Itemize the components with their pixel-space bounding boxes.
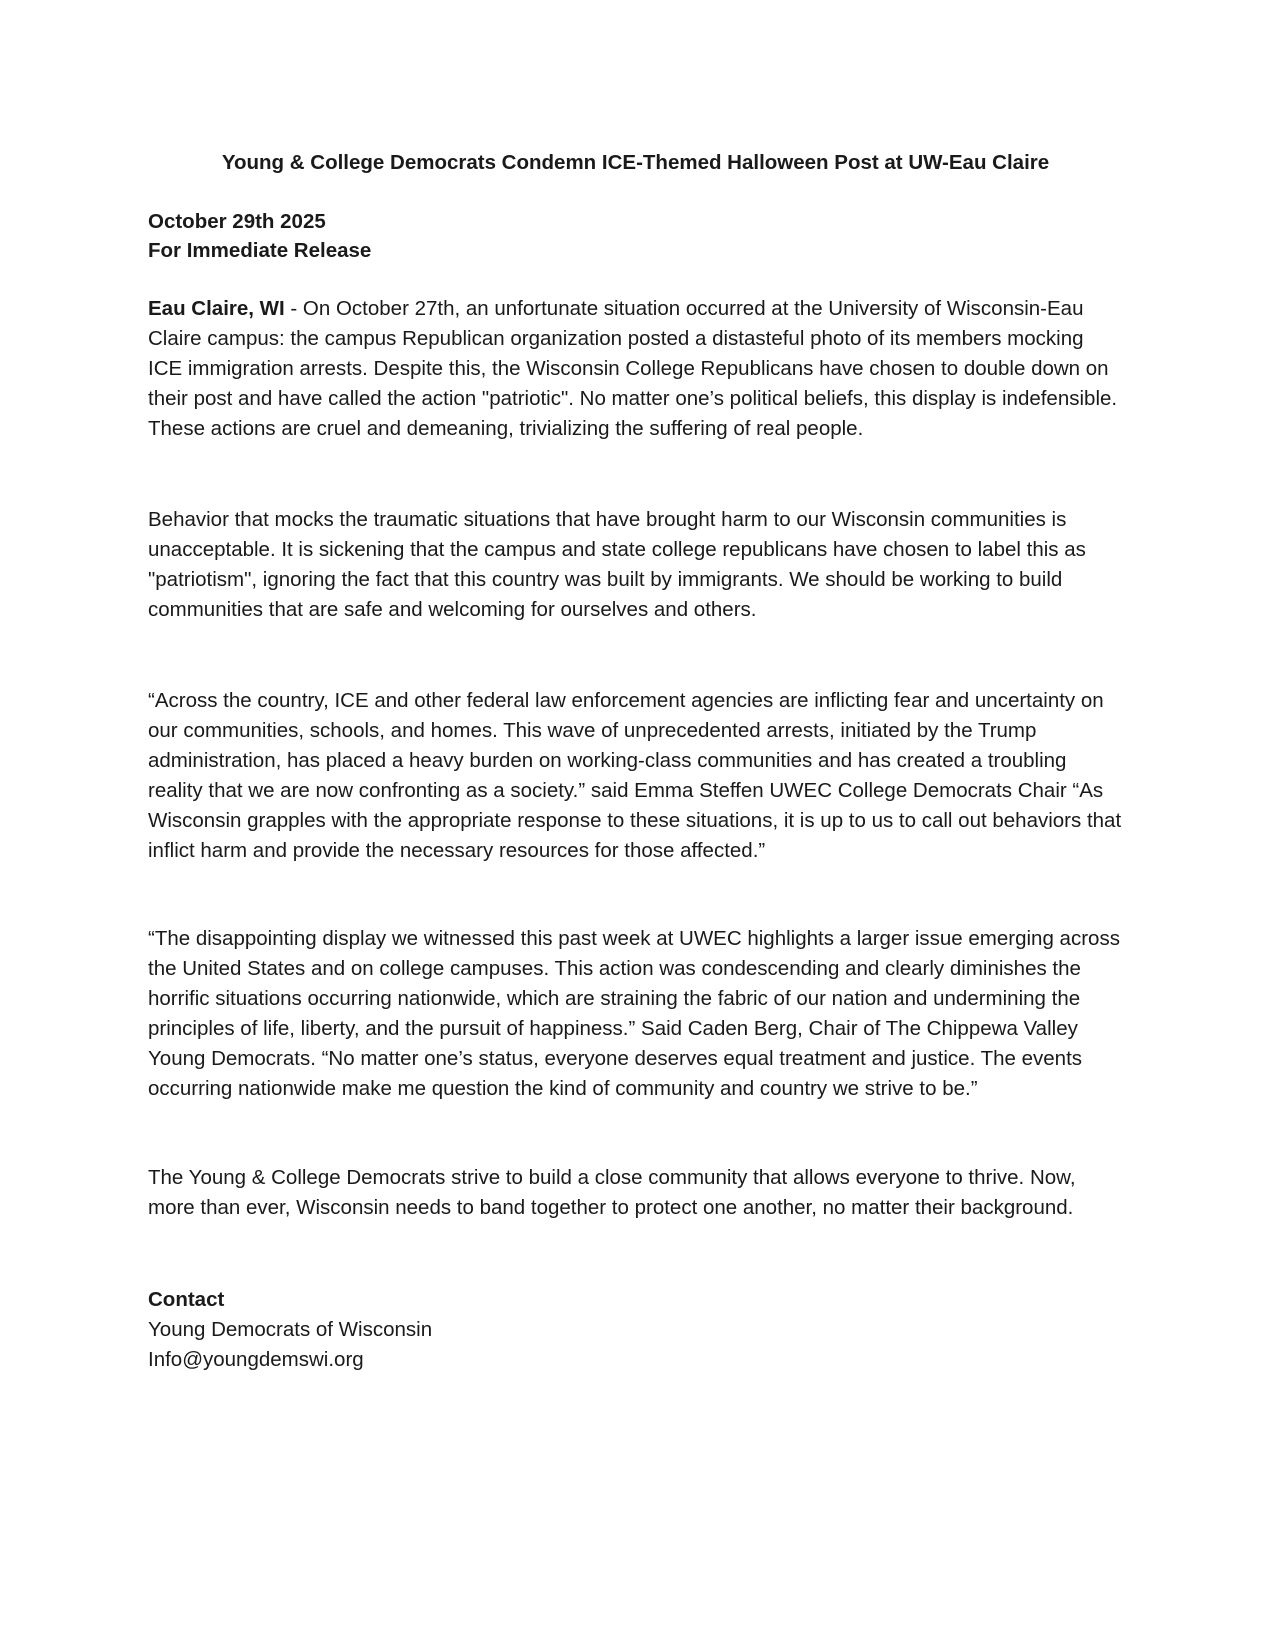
contact-heading: Contact: [148, 1288, 225, 1311]
contact-email-link[interactable]: Info@youngdemswi.org: [148, 1348, 364, 1371]
release-label: For Immediate Release: [148, 239, 372, 262]
paragraph-quote-berg: “The disappointing display we witnessed this past week at UWEC highlights a larger issue emerging across the United States and on college campuses. This action was condescending and clearly diminishes the horrific situations occurring nationwide, which are straining the fabric of our nation and undermining the principles of life, liberty, and the pursuit of happiness.” Said Caden Berg, Chair of The Chippewa Valley Young Democrats. “No matter one’s status, everyone deserves equal treatment and justice. The events occurring nationwide make me question the kind of community and country we strive to be.”: [148, 927, 1120, 1100]
paragraph-intro: [148, 294, 1123, 444]
paragraph-behavior: Behavior that mocks the traumatic situations that have brought harm to our Wisconsin communities is unacceptable. It is sickening that the campus and state college republicans have chosen to label this as "patriotism", ignoring the fact that this country was built by immigrants. We should be working to build communities that are safe and welcoming for ourselves and others.: [148, 508, 1086, 621]
paragraph-closing: The Young & College Democrats strive to build a close community that allows everyone to thrive. Now, more than ever, Wisconsin needs to band together to protect one another, no matter their background.: [148, 1166, 1076, 1219]
contact-organization: Young Democrats of Wisconsin: [148, 1318, 433, 1341]
dateline: Eau Claire, WI: [148, 297, 285, 320]
page-title: Young & College Democrats Condemn ICE-Themed Halloween Post at UW-Eau Claire: [221, 151, 1050, 174]
paragraph-intro-text: - On October 27th, an unfortunate situation occurred at the University of Wisconsin-Eau Claire campus: the campus Republican organization posted a distasteful photo of its members mocking ICE immigration arrests. Despite this, the Wisconsin College Republicans have chosen to double down on their post and have called the action "patriotic". No matter one’s political beliefs, this display is indefensible. These actions are cruel and demeaning, trivializing the suffering of real people.: [148, 297, 1118, 440]
paragraph-quote-steffen: “Across the country, ICE and other federal law enforcement agencies are inflicting fear and uncertainty on our communities, schools, and homes. This wave of unprecedented arrests, initiated by the Trump administration, has placed a heavy burden on working-class communities and has created a troubling reality that we are now confronting as a society.” said Emma Steffen UWEC College Democrats Chair “As Wisconsin grapples with the appropriate response to these situations, it is up to us to call out behaviors that inflict harm and provide the necessary resources for those affected.”: [148, 689, 1122, 862]
release-date: October 29th 2025: [148, 210, 326, 233]
